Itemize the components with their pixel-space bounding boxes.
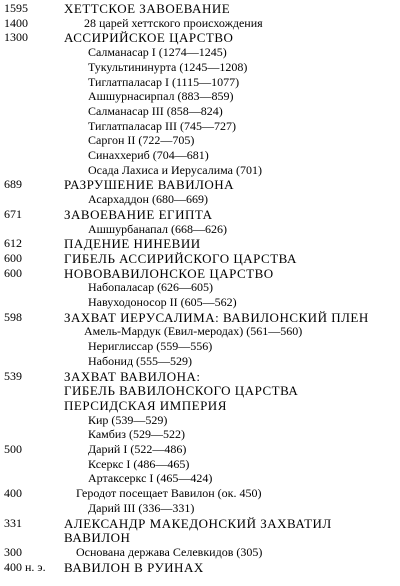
event-heading: НОВОВАВИЛОНСКОЕ ЦАРСТВО: [64, 265, 274, 281]
event-heading: АССИРИЙСКОЕ ЦАРСТВО: [64, 30, 234, 46]
event-entry: Набопаласар (626—605): [88, 280, 214, 295]
event-entry: Асархаддон (680—669): [88, 192, 208, 207]
year-label: 400 н. э.: [4, 559, 46, 574]
event-entry: Тиглатпаласар III (745—727): [88, 118, 236, 133]
event-heading: ГИБЕЛЬ ВАВИЛОНСКОГО ЦАРСТВА: [64, 383, 299, 399]
event-heading: ВАВИЛОН В РУИНАХ: [64, 559, 204, 575]
year-label: 400: [4, 486, 22, 501]
event-heading: ХЕТТСКОЕ ЗАВОЕВАНИЕ: [64, 1, 231, 16]
year-label: 331: [4, 515, 22, 530]
event-entry: Саргон II (722—705): [88, 133, 195, 148]
event-entry: Основана держава Селевкидов (305): [76, 544, 263, 559]
event-heading: ГИБЕЛЬ АССИРИЙСКОГО ЦАРСТВА: [64, 250, 297, 266]
year-label: 600: [4, 265, 22, 280]
event-entry: Навуходоносор II (605—562): [88, 295, 237, 309]
event-entry: Тукультининурта (1245—1208): [88, 59, 248, 74]
event-entry: Набонид (555—529): [88, 353, 193, 368]
event-entry: Салманасар III (858—824): [88, 103, 223, 118]
year-label: 300: [4, 544, 22, 559]
event-entry: Камбиз (529—522): [88, 427, 186, 442]
year-label: 539: [4, 368, 22, 383]
event-entry: Салманасар I (1274—1245): [88, 45, 227, 60]
year-label: 1400: [4, 15, 28, 30]
year-label: 689: [4, 177, 22, 192]
event-heading: ВАВИЛОН: [64, 530, 131, 546]
event-entry: Нериглиссар (559—556): [88, 339, 213, 354]
event-entry: Геродот посещает Вавилон (ок. 450): [76, 486, 262, 501]
event-heading: АЛЕКСАНДР МАКЕДОНСКИЙ ЗАХВАТИЛ: [64, 515, 332, 531]
event-entry: Ашшурбанапал (668—626): [88, 221, 228, 236]
year-label: 500: [4, 442, 22, 456]
year-label: 612: [4, 236, 22, 251]
event-entry: 28 царей хеттского происхождения: [84, 15, 263, 30]
event-heading: ЗАХВАТ ВАВИЛОНА:: [64, 368, 201, 384]
year-label: 1595: [4, 1, 28, 15]
year-label: 598: [4, 309, 22, 324]
event-heading: РАЗРУШЕНИЕ ВАВИЛОНА: [64, 177, 235, 193]
event-entry: Синаххериб (704—681): [88, 148, 209, 162]
year-label: 671: [4, 206, 22, 221]
event-entry: Тиглатпаласар I (1115—1077): [88, 74, 240, 89]
event-heading: ПАДЕНИЕ НИНЕВИИ: [64, 236, 201, 252]
event-entry: Кир (539—529): [88, 412, 168, 427]
event-heading: ЗАХВАТ ИЕРУСАЛИМА: ВАВИЛОНСКИЙ ПЛЕН: [64, 309, 369, 325]
year-label: 1300: [4, 30, 28, 45]
event-entry: Дарий I (522—486): [88, 442, 187, 456]
event-entry: Артаксеркс I (465—424): [88, 471, 213, 486]
event-entry: Амель-Мардук (Евил-меродах) (561—560): [84, 324, 303, 339]
event-entry: Ашшурнасирпал (883—859): [88, 89, 234, 104]
event-heading: ЗАВОЕВАНИЕ ЕГИПТА: [64, 206, 213, 222]
chronology-row: [0, 559, 400, 576]
event-entry: Дарий III (336—331): [88, 500, 195, 515]
event-entry: Ксеркс I (486—465): [88, 456, 190, 471]
year-label: 600: [4, 250, 22, 265]
event-heading: ПЕРСИДСКАЯ ИМПЕРИЯ: [64, 397, 227, 413]
event-entry: Осада Лахиса и Иерусалима (701): [88, 162, 262, 177]
